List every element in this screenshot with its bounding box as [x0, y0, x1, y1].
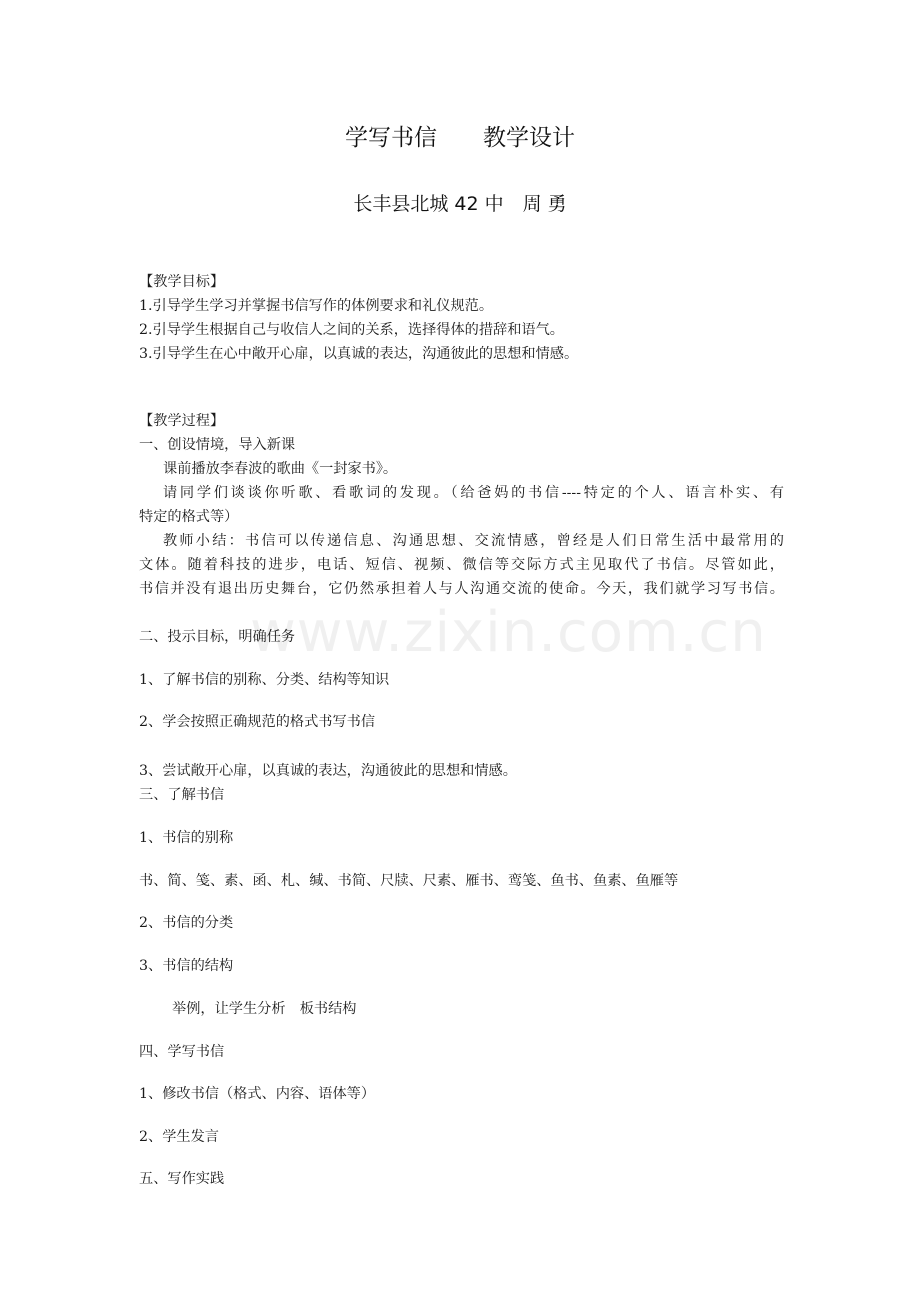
section5-title: 五、写作实践	[139, 1171, 225, 1187]
section1-paragraph-2-line-2: 特定的格式等）	[139, 509, 239, 525]
author-line: 长丰县北城 42 中 周 勇	[353, 193, 567, 215]
section4-title: 四、学写书信	[139, 1044, 225, 1060]
section2-item-1: 1、了解书信的别称、分类、结构等知识	[139, 672, 390, 688]
section3-item-3: 3、书信的结构	[139, 958, 234, 974]
document-title: 学写书信 教学设计	[345, 125, 575, 151]
section1-paragraph-2-line-1: 请同学们谈谈你听歌、看歌词的发现。（给爸妈的书信----特定的个人、语言朴实、有	[163, 485, 784, 501]
section3-title: 三、了解书信	[139, 787, 225, 803]
watermark: www.zixin.com.cn	[250, 600, 767, 665]
section4-item-2: 2、学生发言	[139, 1129, 219, 1145]
section4-item-1: 1、修改书信（格式、内容、语体等）	[139, 1086, 376, 1102]
goal-item-2: 2.引导学生根据自己与收信人之间的关系，选择得体的措辞和语气。	[139, 322, 564, 338]
goal-item-3: 3.引导学生在心中敞开心扉，以真诚的表达，沟通彼此的思想和情感。	[139, 346, 579, 362]
section1-title: 一、创设情境，导入新课	[139, 437, 296, 453]
letter-aliases: 书、简、笺、素、函、札、缄、书简、尺牍、尺素、雁书、鸾笺、鱼书、鱼素、鱼雁等	[139, 873, 679, 889]
section1-paragraph-1: 课前播放李春波的歌曲《一封家书》。	[163, 461, 398, 477]
goal-item-1: 1.引导学生学习并掌握书信写作的体例要求和礼仪规范。	[139, 298, 494, 314]
goals-heading: 【教学目标】	[139, 274, 225, 290]
section1-paragraph-3-line-3: 书信并没有退出历史舞台，它仍然承担着人与人沟通交流的使命。今天，我们就学习写书信。	[139, 581, 784, 597]
section2-title: 二、投示目标，明确任务	[139, 629, 296, 645]
section2-item-3: 3、尝试敞开心扉，以真诚的表达，沟通彼此的思想和情感。	[139, 763, 517, 779]
section3-example: 举例，让学生分析 板书结构	[172, 1001, 357, 1017]
section1-paragraph-3-line-1: 教师小结：书信可以传递信息、沟通思想、交流情感，曾经是人们日常生活中最常用的	[163, 533, 784, 549]
section3-item-2: 2、书信的分类	[139, 915, 234, 931]
section2-item-2: 2、学会按照正确规范的格式书写书信	[139, 714, 376, 730]
section3-item-1: 1、书信的别称	[139, 830, 234, 846]
section1-paragraph-3-line-2: 文体。随着科技的进步，电话、短信、视频、微信等交际方式主见取代了书信。尽管如此，	[139, 557, 784, 573]
process-heading: 【教学过程】	[139, 413, 225, 429]
